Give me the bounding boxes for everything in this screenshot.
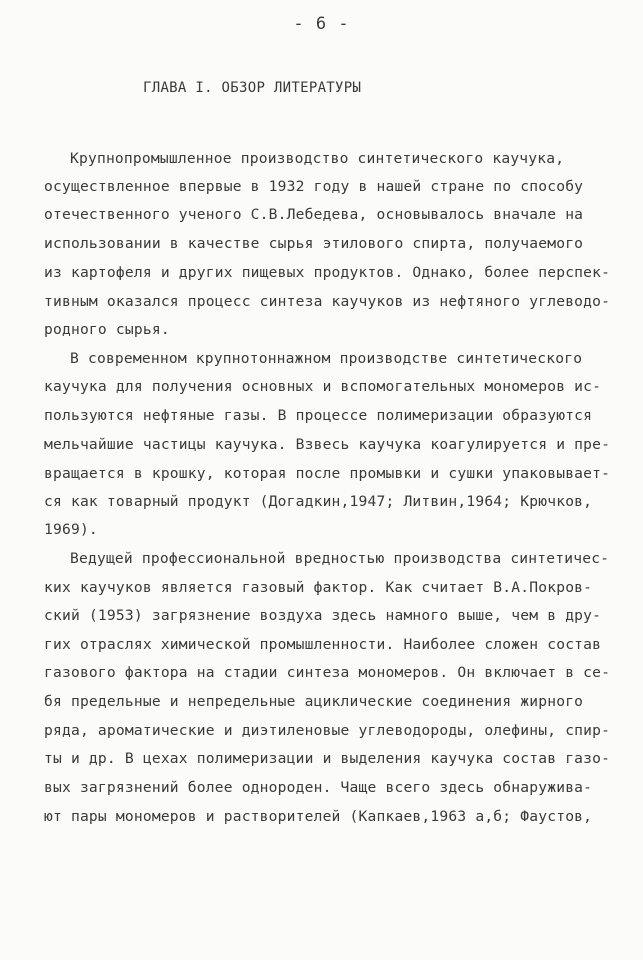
body-text-line: тивным оказался процесс синтеза каучуков из нефтяного углеводо- bbox=[44, 293, 611, 310]
body-text-line: ты и др. В цехах полимеризации и выделения каучука состав газо- bbox=[44, 750, 611, 767]
chapter-title: ГЛАВА I. ОБЗОР ЛИТЕРАТУРЫ bbox=[143, 80, 362, 96]
body-text-line: вых загрязнений более однороден. Чаще всего здесь обнаружива- bbox=[44, 779, 593, 796]
body-text-line: осуществленное впервые в 1932 году в нашей стране по способу bbox=[44, 178, 584, 195]
body-text-line: бя предельные и непредельные ациклические соединения жирного bbox=[44, 693, 584, 710]
body-text-line: ский (1953) загрязнение воздуха здесь намного выше, чем в дру- bbox=[44, 607, 602, 624]
body-text-line: ряда, ароматические и диэтиленовые углеводороды, олефины, спир- bbox=[44, 722, 611, 739]
body-text-line: из картофеля и других пищевых продуктов. Однако, более перспек- bbox=[44, 264, 611, 281]
body-text-line: вращается в крошку, которая после промывки и сушки упаковывает- bbox=[44, 465, 611, 482]
body-text-line: использовании в качестве сырья этилового спирта, получаемого bbox=[44, 235, 584, 252]
body-text-line: 1969). bbox=[44, 521, 98, 538]
body-text-line: мельчайшие частицы каучука. Взвесь каучука коагулируется и пре- bbox=[44, 436, 611, 453]
body-text-line: гих отраслях химической промышленности. Наиболее сложен состав bbox=[44, 636, 602, 653]
body-text-line: каучука для получения основных и вспомогательных мономеров ис- bbox=[44, 378, 602, 395]
body-text-line: пользуются нефтяные газы. В процессе полимеризации образуются bbox=[44, 407, 593, 424]
body-text-line: родного сырья. bbox=[44, 321, 170, 338]
body-text-line: ют пары мономеров и растворителей (Капкаев,1963 а,б; Фаустов, bbox=[44, 808, 593, 825]
body-text-line: Крупнопромышленное производство синтетического каучука, bbox=[70, 150, 565, 167]
body-text-line: ких каучуков является газовый фактор. Как считает В.А.Покров- bbox=[44, 579, 593, 596]
body-text-line: В современном крупнотоннажном производстве синтетического bbox=[70, 350, 583, 367]
page-number: - 6 - bbox=[293, 14, 350, 34]
body-text-line: отечественного ученого С.В.Лебедева, основывалось вначале на bbox=[44, 206, 584, 223]
body-text-line: Ведущей профессиональной вредностью производства синтетичес- bbox=[70, 550, 610, 567]
body-text-line: газового фактора на стадии синтеза мономеров. Он включает в се- bbox=[44, 664, 611, 681]
body-text-line: ся как товарный продукт (Догадкин,1947; Литвин,1964; Крючков, bbox=[44, 493, 593, 510]
